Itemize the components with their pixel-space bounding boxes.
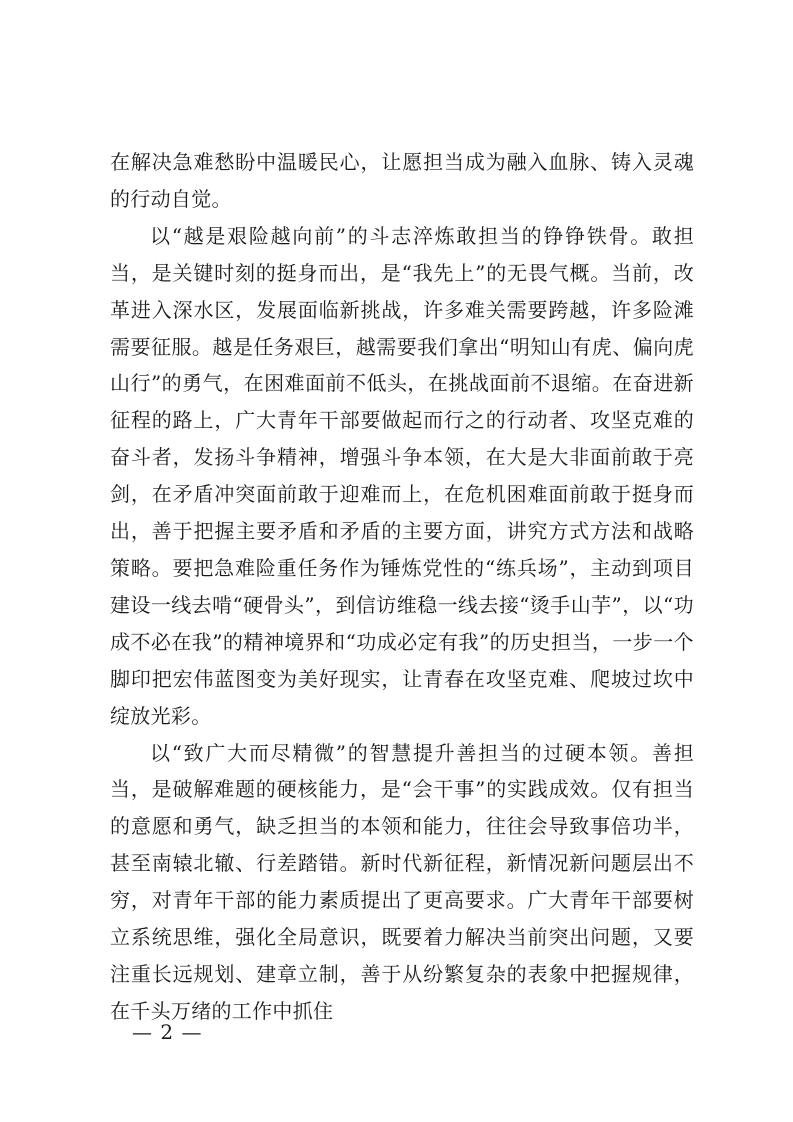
- document-body: [110, 144, 694, 1030]
- paragraph-2: 以“越是艰险越向前”的斗志淬炼敢担当的铮铮铁骨。敢担当，是关键时刻的挺身而出，是“我先上”的无畏气概。当前，改革进入深水区，发展面临新挑战，许多难关需要跨越，许多险滩需要征服。越是任务艰巨，越需要我们拿出“明知山有虎、偏向虎山行”的勇气，在困难面前不低头，在挑战面前不退缩。在奋进新征程的路上，广大青年干部要做起而行之的行动者、攻坚克难的奋斗者，发扬斗争精神，增强斗争本领，在大是大非面前敢于亮剑，在矛盾冲突面前敢于迎难而上，在危机困难面前敢于挺身而出，善于把握主要矛盾和矛盾的主要方面，讲究方式方法和战略策略。要把急难险重任务作为锤炼党性的“练兵场”，主动到项目建设一线去啃“硬骨头”，到信访维稳一线去接“烫手山芋”，以“功成不必在我”的精神境界和“功成必定有我”的历史担当，一步一个脚印把宏伟蓝图变为美好现实，让青春在攻坚克难、爬坡过坎中绽放光彩。: [110, 223, 694, 728]
- paragraph-3: 以“致广大而尽精微”的智慧提升善担当的过硬本领。善担当，是破解难题的硬核能力，是“会干事”的实践成效。仅有担当的意愿和勇气，缺乏担当的本领和能力，往往会导致事倍功半，甚至南辕北辙、行差踏错。新时代新征程，新情况新问题层出不穷，对青年干部的能力素质提出了更高要求。广大青年干部要树立系统思维，强化全局意识，既要着力解决当前突出问题，又要注重长远规划、建章立制，善于从纷繁复杂的表象中把握规律，在千头万绪的工作中抓住: [110, 740, 694, 1023]
- paragraph-1: 在解决急难愁盼中温暖民心，让愿担当成为融入血脉、铸入灵魂的行动自觉。: [110, 150, 694, 211]
- page-number: — 2 —: [132, 1020, 203, 1044]
